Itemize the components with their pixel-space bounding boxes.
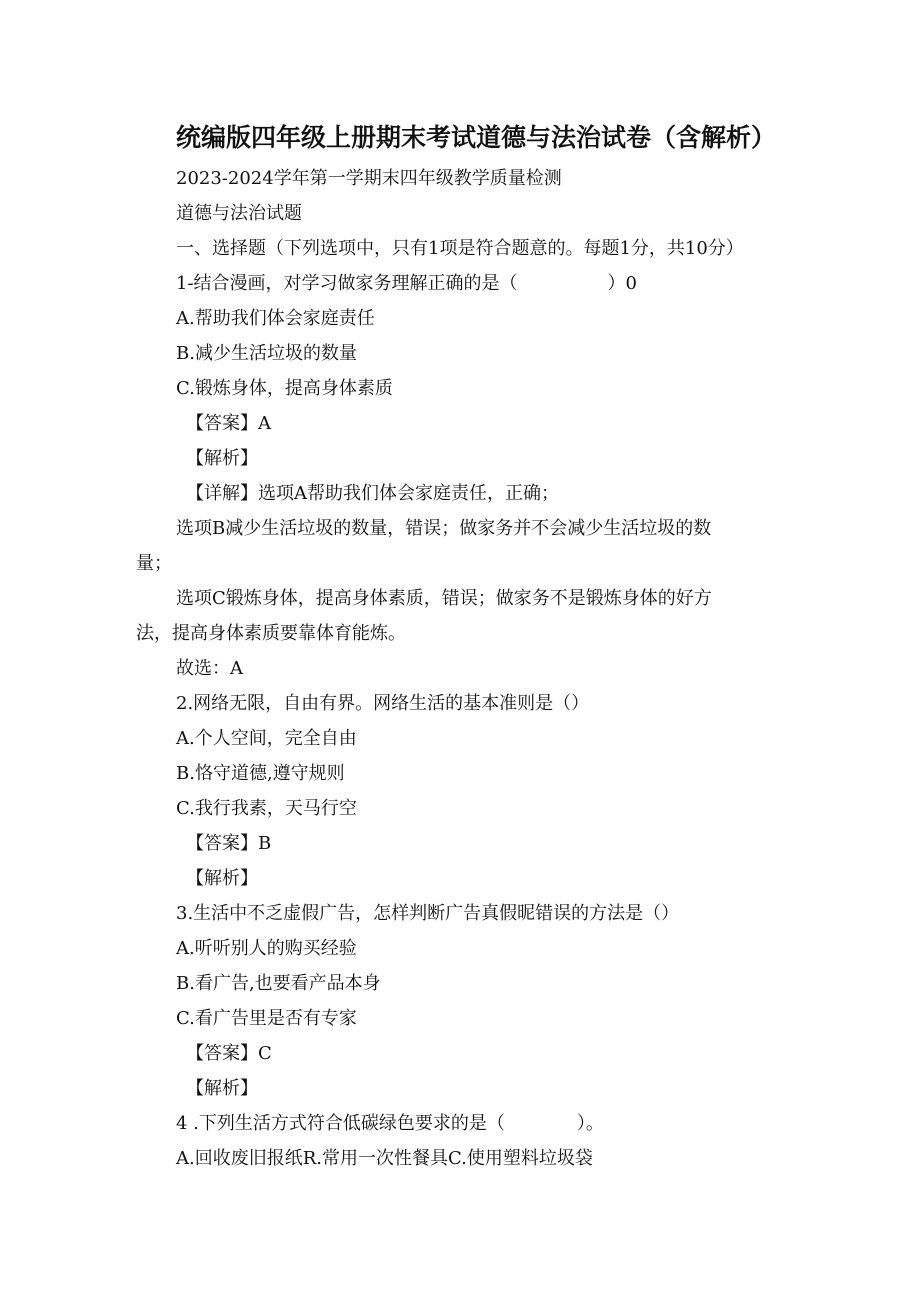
question-1-option-b: B.减少生活垃圾的数量 bbox=[176, 343, 357, 364]
section-heading: 一、选择题（下列选项中，只有1项是符合题意的。每题1分，共10分） bbox=[176, 238, 744, 259]
question-2-option-a: A.个人空间，完全自由 bbox=[176, 728, 357, 749]
question-1-explanation-c: 选项C锻炼身体，提高身体素质，错误；做家务不是锻炼身体的好方 bbox=[176, 588, 712, 609]
question-3-answer: 【答案】C bbox=[186, 1043, 272, 1064]
question-4-options: A.回收废旧报纸R.常用一次性餐具C.使用塑料垃圾袋 bbox=[176, 1148, 593, 1169]
question-1-detail: 【详解】选项A帮助我们体会家庭责任，正确； bbox=[186, 483, 559, 504]
question-1-option-a: A.帮助我们体会家庭责任 bbox=[176, 308, 375, 329]
question-1: 1-结合漫画，对学习做家务理解正确的是（ ）0 bbox=[176, 273, 637, 294]
question-3: 3.生活中不乏虚假广告，怎样判断广告真假昵错误的方法是（） bbox=[176, 903, 680, 924]
question-3-option-c: C.看广告里是否有专家 bbox=[176, 1008, 357, 1029]
question-2-option-b: B.恪守道德,遵守规则 bbox=[176, 763, 345, 784]
question-1-explanation-c-cont: 法，提高身体素质要靠体育能炼。 bbox=[136, 623, 406, 644]
question-1-explanation-b: 选项B减少生活垃圾的数量，错误；做家务并不会减少生活垃圾的数 bbox=[176, 518, 712, 539]
question-2: 2.网络无限，自由有界。网络生活的基本准则是（） bbox=[176, 693, 590, 714]
question-2-analysis-label: 【解析】 bbox=[186, 868, 258, 889]
question-1-analysis-label: 【解析】 bbox=[186, 448, 258, 469]
question-1-option-c: C.锻炼身体，提高身体素质 bbox=[176, 378, 393, 399]
question-3-option-a: A.听听别人的购买经验 bbox=[176, 938, 357, 959]
question-3-analysis-label: 【解析】 bbox=[186, 1078, 258, 1099]
question-3-option-b: B.看广告,也要看产品本身 bbox=[176, 973, 381, 994]
question-4: 4 .下列生活方式符合低碳绿色要求的是（ ）。 bbox=[176, 1113, 604, 1134]
question-2-answer: 【答案】B bbox=[186, 833, 272, 854]
question-1-choice: 故选：A bbox=[176, 658, 243, 679]
question-1-answer: 【答案】A bbox=[186, 413, 271, 434]
document-title: 统编版四年级上册期末考试道德与法治试卷（含解析） bbox=[176, 123, 777, 152]
subtitle-exam-session: 2023-2024学年第一学期末四年级教学质量检测 bbox=[176, 168, 562, 189]
question-2-option-c: C.我行我素，天马行空 bbox=[176, 798, 357, 819]
question-1-explanation-b-cont: 量； bbox=[136, 553, 172, 574]
subtitle-subject: 道德与法治试题 bbox=[176, 203, 302, 224]
